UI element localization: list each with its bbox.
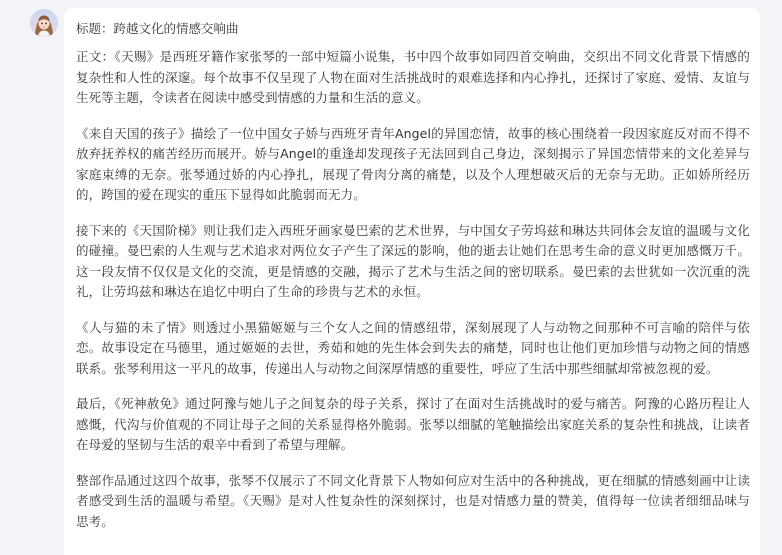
message-paragraph: 《来自天国的孩子》描绘了一位中国女子娇与西班牙青年Angel的异国恋情，故事的核心围绕着一段因家庭反对而不得不放弃抚养权的痛苦经历而展开。娇与Angel的重逢却发现孩子无法回到自己身边，深刻揭示了异国恋情带来的文化差异与家庭束缚的无奈。张琴通过娇的内心挣扎，展现了骨肉分离的痛楚，以及个人理想破灭后的无奈与无助。正如娇所经历的，跨国的爱在现实的重压下显得如此脆弱而无力。 <box>76 125 750 202</box>
message-paragraph: 接下来的《天国阶梯》则让我们走入西班牙画家曼巴索的艺术世界，与中国女子劳坞兹和琳达共同体会友谊的温暖与文化的碰撞。曼巴索的人生观与艺术追求对两位女子产生了深远的影响，他的逝去让她们在思考生命的意义时更加感慨万千。这一段友情不仅仅是文化的交流，更是情感的交融，揭示了艺术与生活之间的密切联系。曼巴索的去世犹如一次沉重的洗礼，让劳坞兹和琳达在追忆中明白了生命的珍贵与艺术的永恒。 <box>76 222 750 299</box>
message-paragraph: 最后，《死神赦免》通过阿豫与她儿子之间复杂的母子关系，探讨了在面对生活挑战时的爱与痛苦。阿豫的心路历程让人感慨，代沟与价值观的不同让母子之间的关系显得格外脆弱。张琴以细腻的笔触描绘出家庭关系的复杂性和挑战，让读者在母爱的坚韧与生活的艰辛中看到了希望与理解。 <box>76 396 750 452</box>
message-paragraph: 整部作品通过这四个故事，张琴不仅展示了不同文化背景下人物如何应对生活中的各种挑战，更在细腻的情感刻画中让读者感受到生活的温暖与希望。《天赐》是对人性复杂性的深刻探讨，也是对情感力量的赞美，值得每一位读者细细品味与思考。 <box>76 472 750 529</box>
message-paragraph: 《人与猫的未了情》则透过小黑猫姬姬与三个女人之间的情感纽带，深刻展现了人与动物之间那种不可言喻的陪伴与依恋。故事设定在马德里，通过姬姬的去世，秀茹和她的先生体会到失去的痛楚，同时也让他们更加珍惜与动物之间的情感联系。张琴利用这一平凡的故事，传递出人与动物之间深厚情感的重要性，呼应了生活中那些细腻却常被忽视的爱。 <box>76 319 750 376</box>
message-paragraph: 正文：《天赐》是西班牙籍作家张琴的一部中短篇小说集，书中四个故事如同四首交响曲，交织出不同文化背景下情感的复杂性和人性的深邃。每个故事不仅呈现了人物在面对生活挑战时的艰难选择和内心挣扎，还探讨了家庭、爱情、友谊与生死等主题，令读者在阅读中感受到情感的力量和生活的意义。 <box>76 49 750 105</box>
girl-avatar-icon <box>30 9 58 37</box>
assistant-avatar[interactable] <box>30 9 58 37</box>
message-title: 标题：跨越文化的情感交响曲 <box>76 21 239 36</box>
assistant-message-card <box>64 8 760 555</box>
